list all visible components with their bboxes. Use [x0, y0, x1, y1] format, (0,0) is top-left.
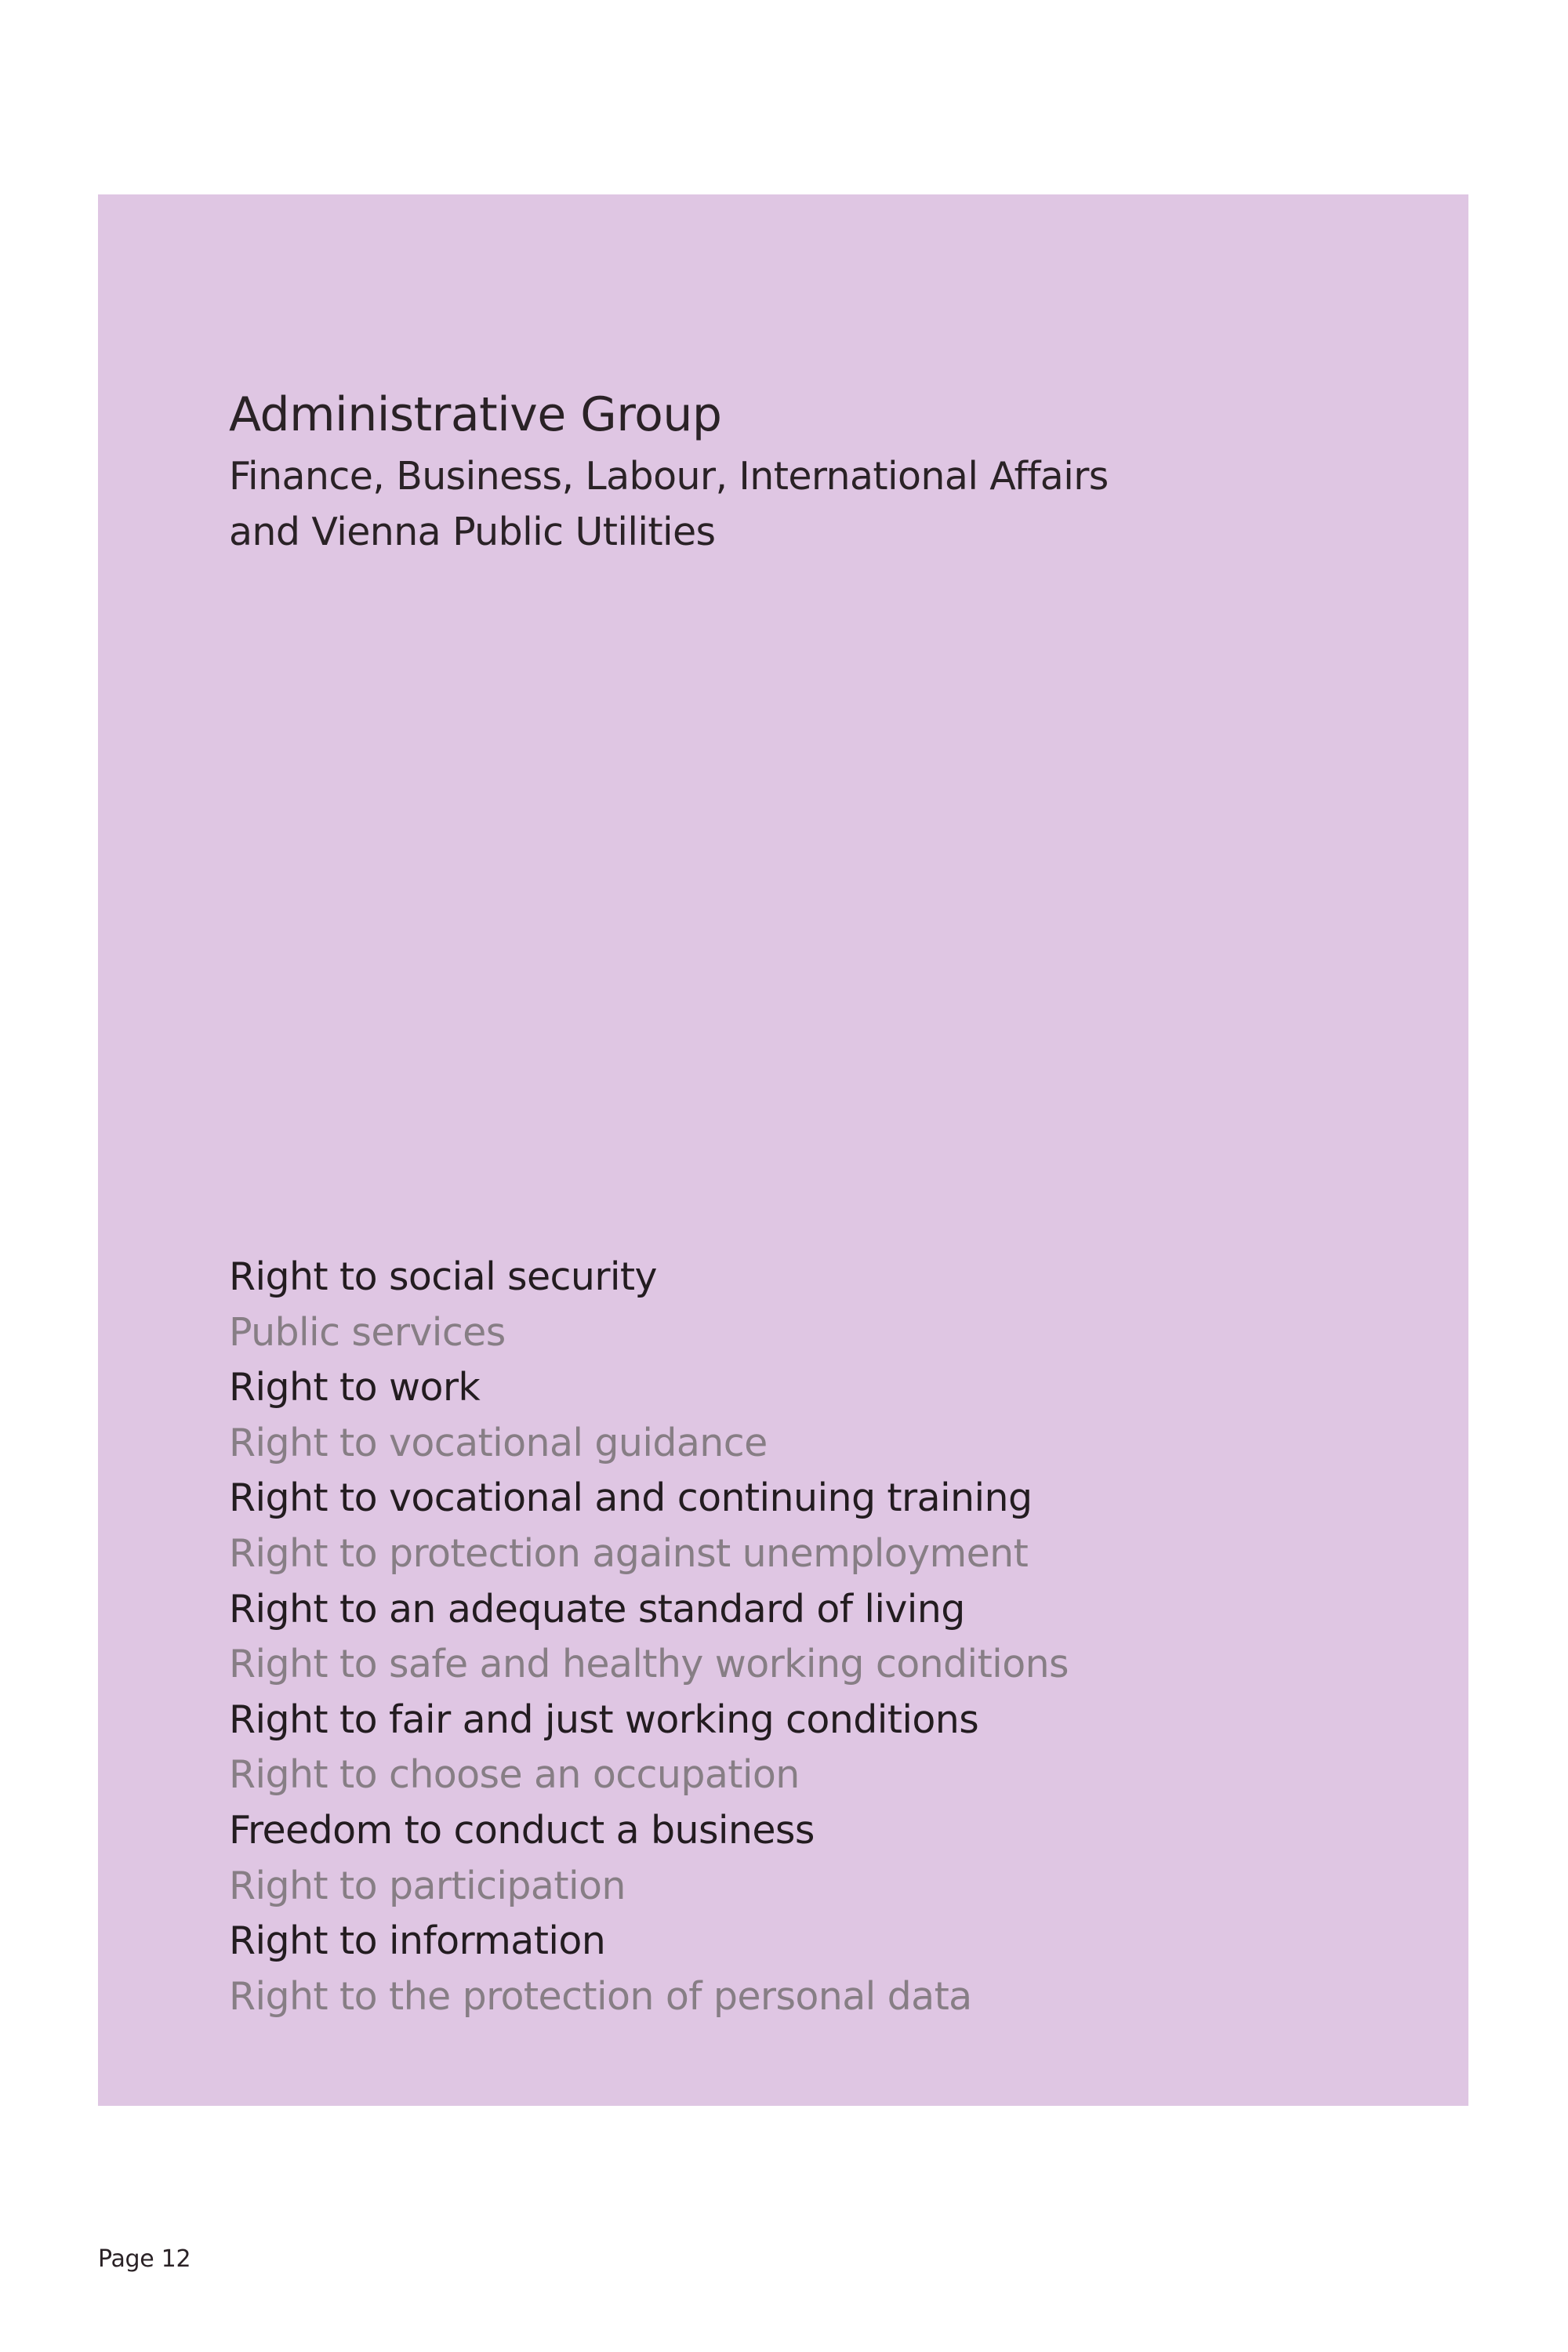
page-title: Administrative Group — [229, 387, 722, 442]
list-item: Right to the protection of personal data — [229, 1973, 972, 2019]
page-subtitle: Finance, Business, Labour, International Affairs and Vienna Public Utilities — [229, 454, 1109, 554]
list-item: Right to participation — [229, 1863, 626, 1908]
list-item: Public services — [229, 1309, 506, 1355]
list-item: Freedom to conduct a business — [229, 1807, 815, 1853]
page-number: Page 12 — [98, 2245, 191, 2273]
list-item: Right to social security — [229, 1254, 657, 1299]
list-item: Right to vocational guidance — [229, 1420, 768, 1465]
list-item: Right to safe and healthy working conditions — [229, 1642, 1069, 1687]
list-item: Right to work — [229, 1365, 481, 1410]
heading-block — [229, 386, 1405, 560]
list-item: Right to protection against unemployment — [229, 1530, 1029, 1576]
list-item: Right to an adequate standard of living — [229, 1586, 965, 1632]
list-item: Right to information — [229, 1918, 606, 1964]
rights-list — [229, 1250, 1405, 2024]
list-item: Right to fair and just working conditions — [229, 1697, 979, 1742]
content-panel — [98, 194, 1468, 2106]
list-item: Right to vocational and continuing training — [229, 1475, 1033, 1521]
list-item: Right to choose an occupation — [229, 1752, 800, 1798]
